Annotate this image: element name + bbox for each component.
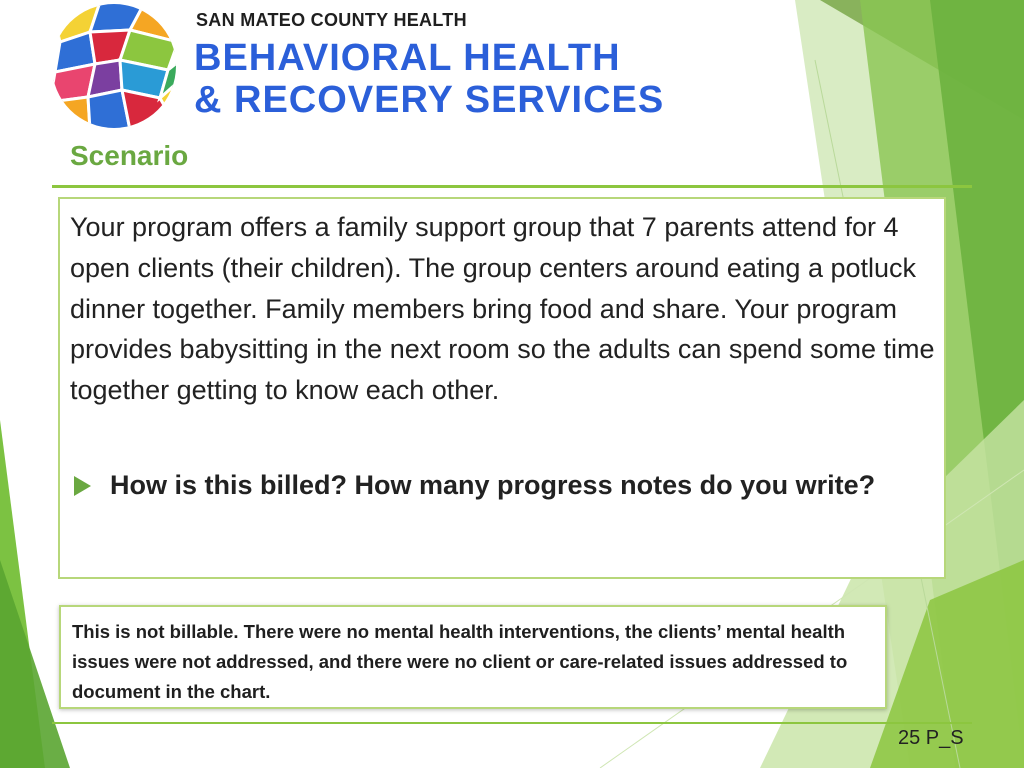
mosaic-circle-logo xyxy=(50,2,178,130)
footer-divider xyxy=(52,722,972,724)
org-name: SAN MATEO COUNTY HEALTH xyxy=(196,10,467,30)
scenario-box xyxy=(58,197,946,579)
org-title-line1: BEHAVIORAL HEALTH xyxy=(194,37,621,79)
answer-text: This is not billable. There were no mental health interventions, the clients’ mental health issues were not addressed, and there were no client or care-related issues addressed to document in the chart. xyxy=(72,621,848,702)
scenario-body: Your program offers a family support group that 7 parents attend for 4 open clients (their children). The group centers around eating a potluck dinner together. Family members bring food and share. Your program provides babysitting in the next room so the adults can spend some time together getting to know each other. xyxy=(70,212,935,406)
title-divider xyxy=(52,185,972,188)
slide-number: 25 P_S xyxy=(898,727,964,749)
triangle-right-icon xyxy=(74,476,91,496)
answer-box xyxy=(59,605,887,709)
org-title-line2: & RECOVERY SERVICES xyxy=(194,79,665,121)
slide-title: Scenario xyxy=(70,140,189,171)
question-text: How is this billed? How many progress notes do you write? xyxy=(110,470,876,500)
